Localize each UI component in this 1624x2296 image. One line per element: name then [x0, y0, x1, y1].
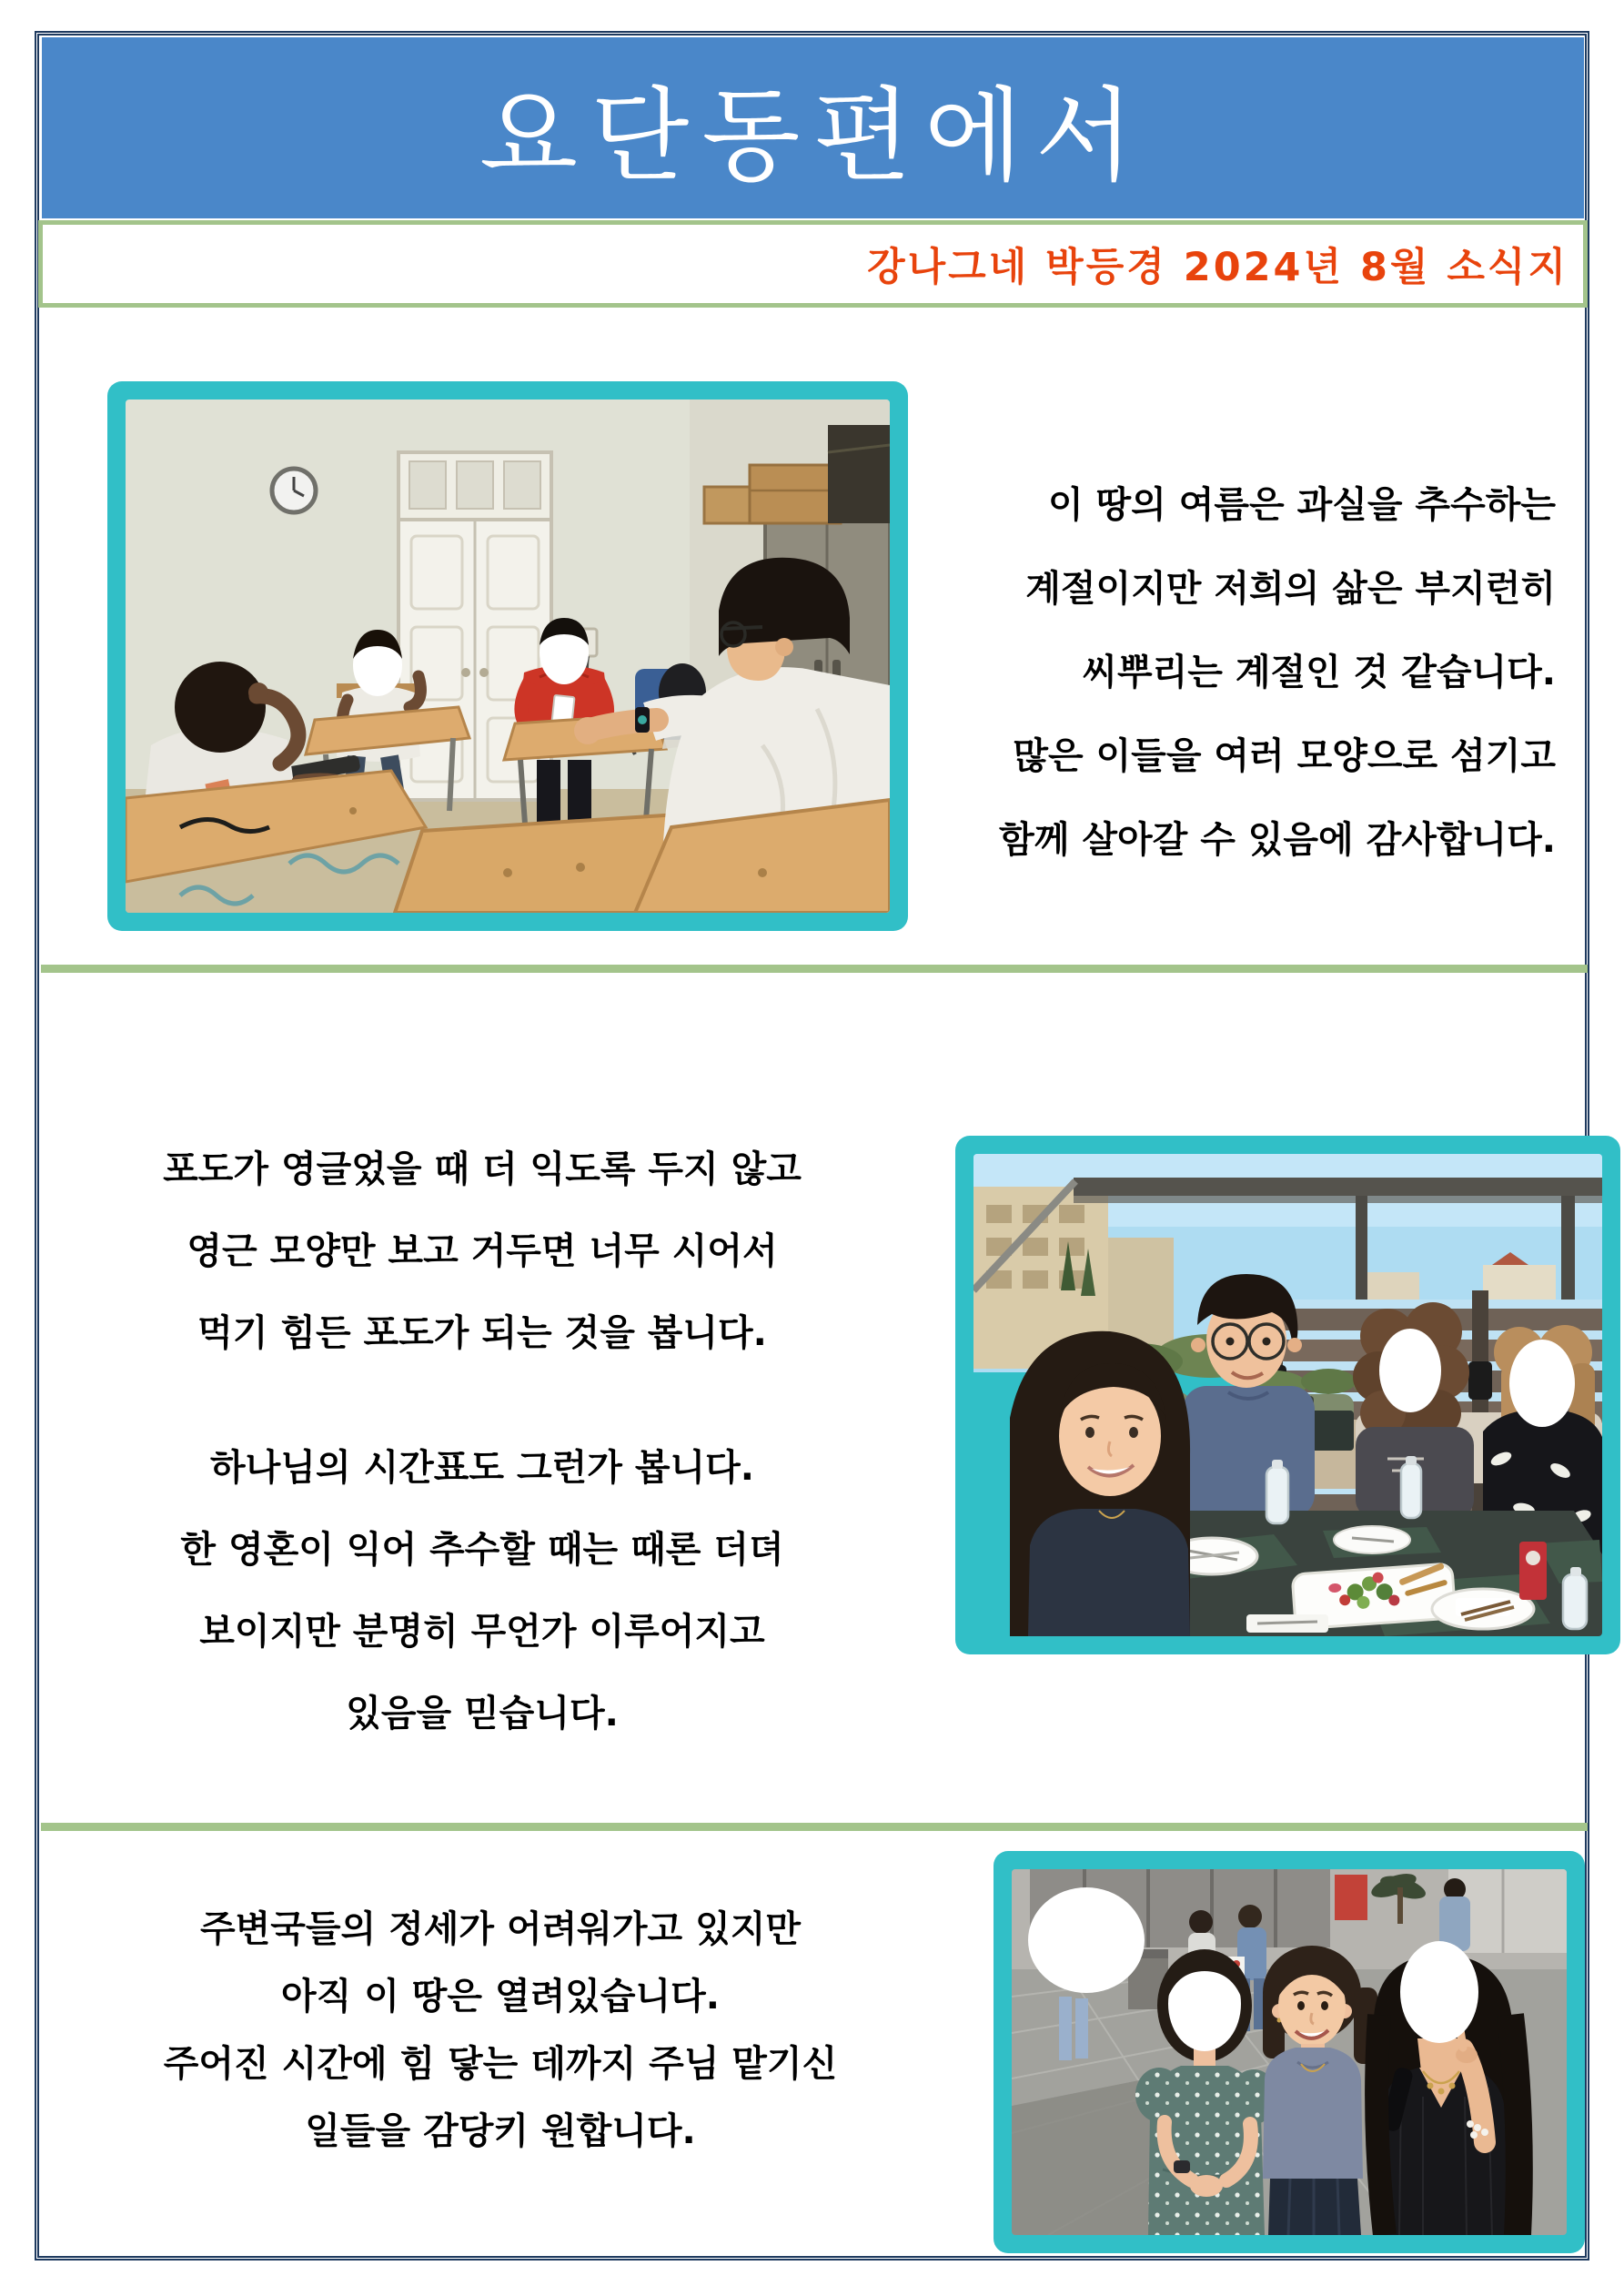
body-text-line: 일들을 감당키 원합니다.	[305, 2110, 696, 2152]
body-text-line: 씨뿌리는 계절인 것 같습니다.	[1082, 652, 1556, 693]
body-text-line: 영근 모양만 보고 거두면 너무 시어서	[187, 1230, 778, 1272]
classroom-photo-illustration	[126, 400, 890, 913]
section-divider-1	[41, 965, 1588, 973]
newsletter-title: 요단동편에서	[479, 77, 1147, 196]
newsletter-subtitle: 강나그네 박등경 2024년 8월 소식지	[867, 244, 1569, 290]
body-text-line: 먹기 힘든 포도가 되는 것을 봅니다.	[197, 1312, 767, 1354]
body-text-line: 계절이지만 저희의 삶은 부지런히	[1025, 568, 1556, 610]
photo-restaurant-terrace	[955, 1136, 1620, 1654]
section-divider-2	[41, 1823, 1588, 1831]
paragraph	[45, 1896, 955, 2165]
blurred-face	[1379, 1329, 1441, 1412]
blurred-face	[1509, 1340, 1575, 1427]
body-text-line: 주어진 시간에 힘 닿는 데까지 주님 맡기신	[163, 2043, 838, 2085]
section-1-text	[887, 463, 1579, 882]
blurred-face-background	[1028, 1887, 1145, 1993]
man-with-glasses	[1183, 1274, 1315, 1518]
wall-clock-icon	[272, 469, 316, 512]
woman-black-top	[1374, 1941, 1521, 2235]
body-text-line: 주변국들의 정세가 어려워가고 있지만	[199, 1908, 802, 1950]
section-3-text	[45, 1896, 955, 2165]
body-text-line: 하나님의 시간표도 그런가 봅니다.	[210, 1447, 754, 1489]
section-2-text	[50, 1128, 914, 1755]
body-text-line: 보이지만 분명히 무언가 이루어지고	[199, 1611, 765, 1653]
body-text-line: 포도가 영글었을 때 더 익도록 두지 않고	[163, 1148, 802, 1190]
body-text-line: 많은 이들을 여러 모양으로 섬기고	[1013, 735, 1556, 777]
paragraph	[50, 1427, 914, 1755]
body-text-line: 아직 이 땅은 열려있습니다.	[280, 1976, 720, 2018]
body-text-line: 이 땅의 여름은 과실을 추수하는	[1047, 484, 1556, 526]
woman-selfie-front	[1010, 1331, 1190, 1636]
photo-street-group	[994, 1851, 1585, 2253]
title-banner	[42, 37, 1584, 218]
paragraph	[50, 1128, 914, 1374]
paragraph	[887, 463, 1556, 882]
restaurant-photo-illustration	[973, 1154, 1602, 1636]
blurred-face	[1400, 1941, 1478, 2043]
photo-classroom	[107, 381, 908, 931]
body-text-line: 함께 살아갈 수 있음에 감사합니다.	[999, 819, 1556, 861]
body-text-line: 있음을 믿습니다.	[346, 1693, 619, 1735]
wrist-watch	[1174, 2160, 1190, 2173]
street-photo-illustration	[1012, 1869, 1567, 2235]
body-text-line: 한 영혼이 익어 추수할 때는 때론 더뎌	[180, 1529, 784, 1571]
subtitle-box	[38, 220, 1588, 308]
